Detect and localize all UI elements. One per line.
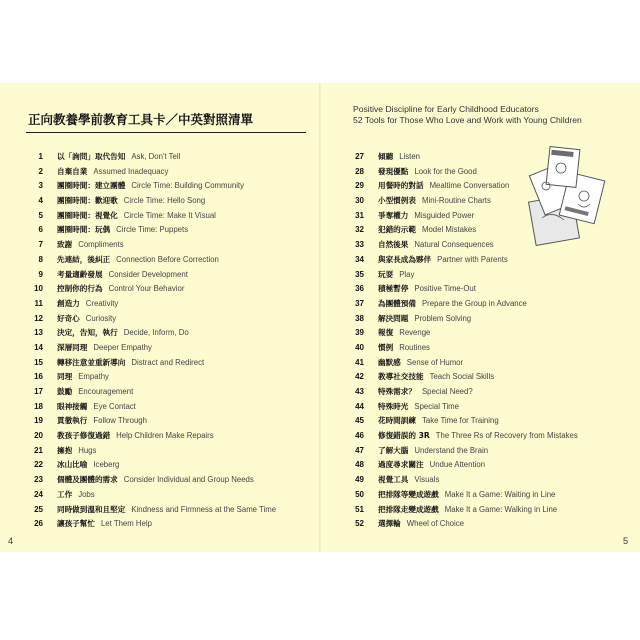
tool-item <box>27 326 276 341</box>
tool-name-zh: 致謝 <box>57 240 73 250</box>
tool-name-en: Curiosity <box>85 313 117 323</box>
tool-item <box>27 356 276 371</box>
tool-number: 47 <box>355 445 364 455</box>
tool-number: 42 <box>355 372 364 382</box>
tool-name-zh: 以「詢問」取代告知 <box>57 152 126 161</box>
tool-item <box>348 503 578 518</box>
tool-number: 51 <box>355 504 364 514</box>
tool-name-zh: 控制你的行為 <box>57 284 103 294</box>
tool-item <box>27 253 276 268</box>
page-number-right: 5 <box>623 536 629 546</box>
tool-name-zh: 好奇心 <box>57 313 80 323</box>
tool-name-zh: 決定，告知，執行 <box>57 328 118 338</box>
tool-name-zh: 修復錯誤的 3R <box>378 431 430 441</box>
tool-item <box>348 341 578 356</box>
tool-name-zh: 解決問題 <box>378 313 409 323</box>
tool-number: 20 <box>34 431 43 441</box>
english-subtitle <box>353 104 582 126</box>
tool-name-en: Undue Attention <box>429 460 486 470</box>
tool-number: 43 <box>355 387 364 396</box>
tool-name-zh: 讓孩子幫忙 <box>57 519 95 529</box>
tool-name-en: Let Them Help <box>100 519 152 529</box>
tool-name-en: Teach Social Skills <box>429 372 495 382</box>
tool-name-en: Consider Development <box>108 269 188 279</box>
tool-number: 22 <box>34 460 43 470</box>
tool-item <box>27 194 276 209</box>
tool-name-zh: 團圈時間：玩偶 <box>57 225 111 235</box>
tool-item <box>27 282 276 297</box>
tool-name-zh: 鼓勵 <box>57 387 73 396</box>
tool-number: 9 <box>38 269 43 279</box>
tool-item <box>348 165 578 180</box>
tool-number: 46 <box>355 431 364 441</box>
tool-name-zh: 爭奪權力 <box>378 210 409 220</box>
tool-list-left <box>27 150 276 532</box>
tool-name-zh: 工作 <box>57 489 73 499</box>
tool-name-en: Model Mistakes <box>421 225 477 235</box>
tool-number: 10 <box>34 284 43 294</box>
tool-number: 3 <box>38 181 43 191</box>
tool-name-en: Circle Time: Puppets <box>116 225 189 235</box>
tool-name-en: The Three Rs of Recovery from Mistakes <box>435 431 578 441</box>
tool-item <box>27 179 276 194</box>
tool-item <box>27 370 276 385</box>
tool-name-zh: 報復 <box>378 328 394 338</box>
tool-number: 15 <box>34 357 43 367</box>
tool-item <box>27 503 276 518</box>
tool-number: 4 <box>38 196 43 206</box>
tool-item <box>27 444 276 459</box>
tool-name-zh: 把排隊走變成遊戲 <box>378 504 439 514</box>
tool-name-en: Look for the Good <box>414 166 477 176</box>
tool-item <box>348 458 578 473</box>
tool-number: 7 <box>38 240 43 250</box>
tool-item <box>27 150 276 165</box>
tool-item <box>348 429 578 444</box>
tool-number: 6 <box>38 225 43 235</box>
tool-item <box>27 429 276 444</box>
tool-item <box>348 326 578 341</box>
tool-number: 35 <box>355 269 364 279</box>
tool-name-en: Problem Solving <box>414 313 472 323</box>
tool-name-zh: 深層同理 <box>57 342 88 352</box>
tool-item <box>27 458 276 473</box>
tool-name-en: Compliments <box>78 240 124 250</box>
tool-number: 16 <box>34 372 43 382</box>
tool-item <box>348 414 578 429</box>
tool-name-en: Make It a Game: Walking in Line <box>444 504 558 514</box>
tool-item <box>348 238 578 253</box>
tool-name-zh: 考量適齡發展 <box>57 269 103 279</box>
tool-item <box>348 444 578 459</box>
page-fold <box>319 83 321 552</box>
tool-name-zh: 團圈時間：建立團體 <box>57 181 126 191</box>
subtitle-line-2: 52 Tools for Those Who Love and Work with Young Children <box>353 115 582 125</box>
tool-number: 36 <box>355 284 364 294</box>
tool-name-zh: 花時間訓練 <box>378 416 416 426</box>
tool-name-en: Wheel of Choice <box>406 519 464 529</box>
tool-name-zh: 貫徹執行 <box>57 416 88 426</box>
tool-number: 30 <box>355 196 364 206</box>
tool-item <box>27 223 276 238</box>
tool-name-zh: 小型慣例表 <box>378 196 416 206</box>
tool-item <box>27 209 276 224</box>
tool-name-zh: 自棄自業 <box>57 166 88 176</box>
tool-item <box>348 517 578 532</box>
tool-name-en: Kindness and Firmness at the Same Time <box>131 504 277 514</box>
tool-item <box>348 473 578 488</box>
tool-name-en: Decide, Inform, Do <box>123 328 189 338</box>
tool-number: 19 <box>34 416 43 426</box>
tool-name-zh: 幽默感 <box>378 357 401 367</box>
tool-item <box>348 209 578 224</box>
title-underline <box>26 132 306 133</box>
tool-number: 41 <box>355 357 364 367</box>
tool-item <box>348 370 578 385</box>
tool-number: 5 <box>38 210 43 220</box>
tool-number: 49 <box>355 475 364 485</box>
tool-name-zh: 選擇輪 <box>378 519 401 529</box>
tool-name-zh: 眼神接觸 <box>57 401 88 411</box>
page-number-left: 4 <box>8 536 14 546</box>
tool-item <box>27 517 276 532</box>
tool-number: 27 <box>355 152 364 161</box>
tool-name-zh: 同理 <box>57 372 73 382</box>
tool-item <box>27 400 276 415</box>
tool-name-en: Play <box>399 269 415 279</box>
tool-number: 33 <box>355 240 364 250</box>
tool-name-en: Mini-Routine Charts <box>421 196 491 206</box>
tool-name-en: Misguided Power <box>414 210 475 220</box>
tool-item <box>348 150 578 165</box>
tool-name-en: Positive Time-Out <box>414 284 476 294</box>
tool-number: 21 <box>34 445 43 455</box>
tool-name-zh: 團圈時間：歡迎歌 <box>57 196 118 206</box>
tool-name-zh: 創造力 <box>57 298 80 308</box>
tool-name-en: Special Need? <box>421 387 473 396</box>
tool-name-en: Deeper Empathy <box>93 342 152 352</box>
tool-number: 29 <box>355 181 364 191</box>
tool-name-en: Circle Time: Building Community <box>131 181 244 191</box>
tool-name-en: Circle Time: Make It Visual <box>123 210 216 220</box>
tool-name-en: Connection Before Correction <box>116 254 219 264</box>
tool-number: 24 <box>34 489 43 499</box>
tool-name-zh: 冰山比喻 <box>57 460 88 470</box>
tool-number: 18 <box>34 401 43 411</box>
tool-number: 8 <box>38 254 43 264</box>
tool-item <box>348 179 578 194</box>
tool-name-zh: 視覺工具 <box>378 475 409 485</box>
tool-number: 32 <box>355 225 364 235</box>
tool-number: 26 <box>34 519 43 529</box>
tool-number: 45 <box>355 416 364 426</box>
tool-number: 34 <box>355 254 364 264</box>
tool-name-en: Prepare the Group in Advance <box>421 298 527 308</box>
tool-name-zh: 特殊時光 <box>378 401 409 411</box>
tool-name-en: Follow Through <box>93 416 147 426</box>
tool-name-zh: 個體及團體的需求 <box>57 475 118 485</box>
tool-name-en: Mealtime Conversation <box>429 181 510 191</box>
tool-name-en: Special Time <box>414 401 460 411</box>
tool-name-zh: 團圈時間：視覺化 <box>57 210 118 220</box>
tool-name-en: Jobs <box>78 489 95 499</box>
tool-name-zh: 同時做到溫和且堅定 <box>57 504 126 514</box>
tool-item <box>27 238 276 253</box>
tool-name-zh: 特殊需求？ <box>378 387 416 396</box>
tool-name-zh: 先連結，後糾正 <box>57 254 111 264</box>
tool-name-zh: 積極暫停 <box>378 284 409 294</box>
tool-name-zh: 玩耍 <box>378 269 394 279</box>
tool-name-zh: 與家長成為夥伴 <box>378 254 432 264</box>
tool-item <box>27 414 276 429</box>
tool-name-zh: 慣例 <box>378 342 394 352</box>
tool-number: 11 <box>34 298 43 308</box>
tool-name-zh: 把排隊等變成遊戲 <box>378 489 439 499</box>
tool-number: 1 <box>38 152 43 161</box>
tool-item <box>348 194 578 209</box>
tool-item <box>27 165 276 180</box>
tool-name-en: Listen <box>399 152 420 161</box>
tool-item <box>348 223 578 238</box>
tool-name-zh: 自然後果 <box>378 240 409 250</box>
tool-number: 23 <box>34 475 43 485</box>
tool-name-zh: 擁抱 <box>57 445 73 455</box>
tool-item <box>348 356 578 371</box>
tool-name-en: Understand the Brain <box>414 445 489 455</box>
tool-number: 14 <box>34 342 43 352</box>
tool-item <box>348 385 578 400</box>
tool-item <box>27 341 276 356</box>
tool-name-zh: 用餐時的對話 <box>378 181 424 191</box>
tool-name-en: Circle Time: Hello Song <box>123 196 206 206</box>
tool-name-zh: 為團體預備 <box>378 298 416 308</box>
tool-number: 37 <box>355 298 364 308</box>
tool-item <box>348 312 578 327</box>
tool-item <box>27 268 276 283</box>
tool-number: 38 <box>355 313 364 323</box>
tool-name-en: Eye Contact <box>93 401 136 411</box>
tool-number: 48 <box>355 460 364 470</box>
tool-number: 31 <box>355 210 364 220</box>
tool-item <box>27 488 276 503</box>
tool-item <box>348 488 578 503</box>
tool-name-zh: 教孩子修復過錯 <box>57 431 111 441</box>
tool-item <box>348 297 578 312</box>
tool-name-en: Sense of Humor <box>406 357 464 367</box>
tool-number: 39 <box>355 328 364 338</box>
tool-name-en: Consider Individual and Group Needs <box>123 475 254 485</box>
tool-name-zh: 過度尋求關注 <box>378 460 424 470</box>
tool-name-en: Natural Consequences <box>414 240 494 250</box>
tool-name-en: Help Children Make Repairs <box>116 431 214 441</box>
tool-number: 44 <box>355 401 364 411</box>
tool-number: 2 <box>38 166 43 176</box>
tool-item <box>27 312 276 327</box>
tool-name-en: Empathy <box>78 372 109 382</box>
tool-name-en: Take Time for Training <box>421 416 499 426</box>
tool-name-zh: 教導社交技能 <box>378 372 424 382</box>
tool-number: 52 <box>355 519 364 529</box>
tool-number: 28 <box>355 166 364 176</box>
tool-name-zh: 傾聽 <box>378 152 394 161</box>
tool-name-en: Partner with Parents <box>437 254 508 264</box>
tool-name-en: Encouragement <box>78 387 134 396</box>
tool-name-en: Iceberg <box>93 460 120 470</box>
page-title: 正向教養學前教育工具卡／中英對照清單 <box>28 112 254 127</box>
tool-number: 17 <box>34 387 43 396</box>
tool-item <box>348 400 578 415</box>
subtitle-line-1: Positive Discipline for Early Childhood Educators <box>353 104 539 114</box>
tool-item <box>348 282 578 297</box>
tool-name-en: Distract and Redirect <box>131 357 205 367</box>
tool-item <box>27 473 276 488</box>
tool-name-en: Revenge <box>399 328 431 338</box>
tool-number: 13 <box>34 328 43 338</box>
tool-name-zh: 了解大腦 <box>378 445 409 455</box>
tool-number: 12 <box>34 313 43 323</box>
tool-name-zh: 犯錯的示範 <box>378 225 416 235</box>
tool-name-en: Control Your Behavior <box>108 284 185 294</box>
tool-name-en: Hugs <box>78 445 97 455</box>
tool-name-en: Creativity <box>85 298 119 308</box>
tool-number: 50 <box>355 489 364 499</box>
tool-number: 40 <box>355 342 364 352</box>
tool-number: 25 <box>34 504 43 514</box>
tool-item <box>27 385 276 400</box>
tool-name-en: Ask, Don't Tell <box>131 152 181 161</box>
tool-name-en: Assumed Inadequacy <box>93 166 169 176</box>
tool-list-right <box>348 150 578 532</box>
tool-item <box>27 297 276 312</box>
tool-name-zh: 發現優點 <box>378 166 409 176</box>
tool-item <box>348 268 578 283</box>
tool-item <box>348 253 578 268</box>
tool-name-zh: 轉移注意並重新導向 <box>57 357 126 367</box>
tool-name-en: Visuals <box>414 475 440 485</box>
tool-name-en: Make It a Game: Waiting in Line <box>444 489 556 499</box>
tool-name-en: Routines <box>399 342 430 352</box>
